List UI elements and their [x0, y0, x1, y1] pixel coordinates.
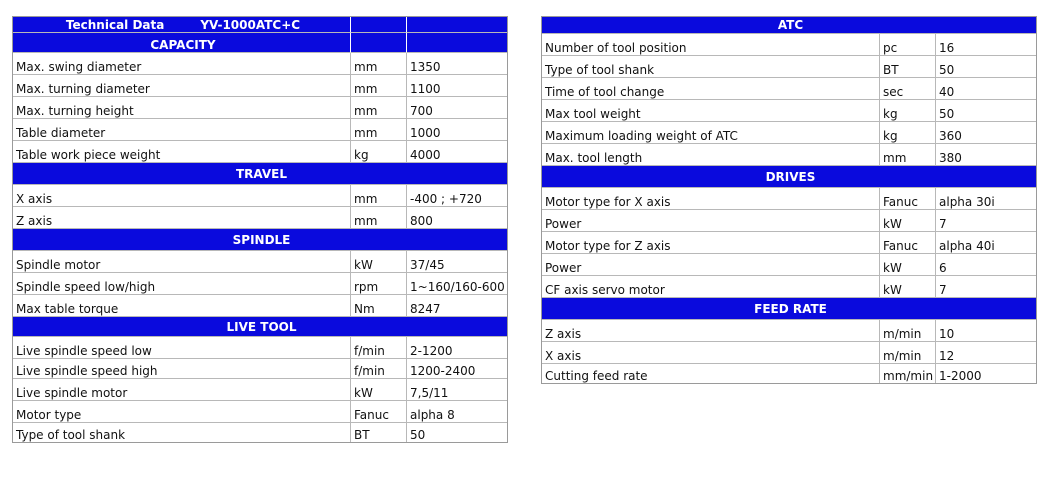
spec-value: 10 — [936, 320, 1036, 342]
table-row — [542, 232, 1036, 254]
spec-unit: f/min — [351, 337, 407, 359]
spec-value: 380 — [936, 144, 1036, 166]
spec-name: Max. turning height — [13, 97, 351, 119]
spec-name: Z axis — [13, 207, 351, 229]
table-row — [13, 207, 507, 229]
spec-value: 700 — [407, 97, 507, 119]
table-row — [13, 53, 507, 75]
table-row — [13, 119, 507, 141]
spec-value: 12 — [936, 342, 1036, 364]
spec-unit: m/min — [880, 342, 936, 364]
technical-data-label: Technical Data — [65, 18, 165, 32]
spec-value: 360 — [936, 122, 1036, 144]
table-row — [542, 342, 1036, 364]
spec-value: 1~160/160-600 — [407, 273, 507, 295]
spec-name: Table diameter — [13, 119, 351, 141]
spec-value: 4000 — [407, 141, 507, 163]
spec-value: 16 — [936, 34, 1036, 56]
spec-name: Motor type for Z axis — [542, 232, 880, 254]
spec-value: 50 — [410, 428, 426, 442]
section-header-travel: TRAVEL — [13, 163, 507, 185]
spec-value: 7,5/11 — [407, 379, 507, 401]
spec-name: Number of tool position — [542, 34, 880, 56]
section-header-live-tool: LIVE TOOL — [13, 317, 507, 337]
section-header-capacity: CAPACITY — [13, 33, 351, 53]
spec-unit: kW — [351, 251, 407, 273]
spec-value: 50 — [936, 100, 1036, 122]
table-row — [542, 78, 1036, 100]
spec-value: 1350 — [407, 53, 507, 75]
spec-unit: mm — [351, 185, 407, 207]
spec-unit: Fanuc — [880, 188, 936, 210]
spec-value: 1200-2400 — [407, 359, 507, 379]
spec-name: Power — [542, 210, 880, 232]
spec-value: 1100 — [407, 75, 507, 97]
spec-unit: pc — [880, 34, 936, 56]
spec-name: Cutting feed rate — [542, 364, 880, 383]
section-header-drives: DRIVES — [542, 166, 1036, 188]
table-row — [13, 379, 507, 401]
spec-unit: rpm — [351, 273, 407, 295]
table-row — [13, 75, 507, 97]
spec-name: X axis — [13, 185, 351, 207]
spec-unit: mm — [880, 144, 936, 166]
table-title — [13, 17, 351, 33]
spec-value: 8247 — [407, 295, 507, 317]
spec-unit: mm — [351, 207, 407, 229]
spec-unit: kW — [880, 276, 936, 298]
spec-value: 37/45 — [407, 251, 507, 273]
table-row — [542, 144, 1036, 166]
spec-unit: Fanuc — [351, 401, 407, 423]
spec-name: Type of tool shank — [13, 423, 351, 442]
table-row — [13, 97, 507, 119]
spec-name: Table work piece weight — [13, 141, 351, 163]
technical-data-table — [12, 16, 508, 443]
spec-name: CF axis servo motor — [542, 276, 880, 298]
table-row — [542, 56, 1036, 78]
model-name: YV-1000ATC+C — [200, 18, 301, 32]
spec-value: 50 — [936, 56, 1036, 78]
spec-name: Maximum loading weight of ATC — [542, 122, 880, 144]
table-row — [13, 295, 507, 317]
table-row — [542, 320, 1036, 342]
spec-value: alpha 40i — [936, 232, 1036, 254]
spec-value: 800 — [407, 207, 507, 229]
spec-value: 7 — [936, 210, 1036, 232]
table-row — [542, 210, 1036, 232]
spec-value: 1000 — [407, 119, 507, 141]
spec-name: Max. swing diameter — [13, 53, 351, 75]
spec-unit: kg — [880, 122, 936, 144]
spec-value: -400 ; +720 — [407, 185, 507, 207]
spec-unit: kg — [880, 100, 936, 122]
spec-name: Spindle motor — [13, 251, 351, 273]
table-row — [542, 254, 1036, 276]
spec-unit: mm — [351, 75, 407, 97]
spec-name: Power — [542, 254, 880, 276]
spec-name: Max. tool length — [542, 144, 880, 166]
spec-name: Max. turning diameter — [13, 75, 351, 97]
table-row — [13, 423, 507, 442]
spec-name: Z axis — [542, 320, 880, 342]
section-header-atc: ATC — [542, 17, 1036, 34]
spec-name: Live spindle speed low — [13, 337, 351, 359]
spec-name: Type of tool shank — [542, 56, 880, 78]
spec-name: X axis — [542, 342, 880, 364]
spec-value: 6 — [936, 254, 1036, 276]
spec-name: Spindle speed low/high — [13, 273, 351, 295]
spec-value: 7 — [936, 276, 1036, 298]
table-row — [13, 141, 507, 163]
spec-name: Max tool weight — [542, 100, 880, 122]
spec-unit: f/min — [351, 359, 407, 379]
spec-name: Live spindle speed high — [13, 359, 351, 379]
spec-name: Max table torque — [13, 295, 351, 317]
section-header-feed-rate: FEED RATE — [542, 298, 1036, 320]
spec-unit: BT — [351, 423, 407, 442]
spec-unit: m/min — [880, 320, 936, 342]
table-row — [13, 251, 507, 273]
spec-unit: kg — [351, 141, 407, 163]
table-row — [542, 100, 1036, 122]
spec-value: 40 — [936, 78, 1036, 100]
table-row — [13, 337, 507, 359]
table-row — [542, 188, 1036, 210]
table-row — [13, 185, 507, 207]
spec-unit: kW — [880, 254, 936, 276]
spec-unit: kW — [351, 379, 407, 401]
spec-unit: mm — [351, 97, 407, 119]
table-row — [542, 276, 1036, 298]
section-header-spindle: SPINDLE — [13, 229, 507, 251]
spec-name: Live spindle motor — [13, 379, 351, 401]
spec-unit: mm — [351, 53, 407, 75]
spec-unit: BT — [880, 56, 936, 78]
atc-drives-feed-table — [541, 16, 1037, 384]
spec-name: Motor type for X axis — [542, 188, 880, 210]
spec-unit: kW — [880, 210, 936, 232]
spec-value: 1-2000 — [939, 369, 982, 383]
table-row — [542, 34, 1036, 56]
table-row — [13, 359, 507, 379]
spec-value: 2-1200 — [407, 337, 507, 359]
table-row — [542, 364, 1036, 383]
table-row — [542, 122, 1036, 144]
spec-unit: Fanuc — [880, 232, 936, 254]
table-row — [13, 273, 507, 295]
spec-value: alpha 8 — [407, 401, 507, 423]
spec-name: Time of tool change — [542, 78, 880, 100]
spec-name: Motor type — [13, 401, 351, 423]
table-row — [13, 401, 507, 423]
spec-unit: Nm — [351, 295, 407, 317]
spec-value: alpha 30i — [936, 188, 1036, 210]
spec-unit: mm — [351, 119, 407, 141]
spec-unit: mm/min — [880, 364, 936, 383]
spec-unit: sec — [880, 78, 936, 100]
